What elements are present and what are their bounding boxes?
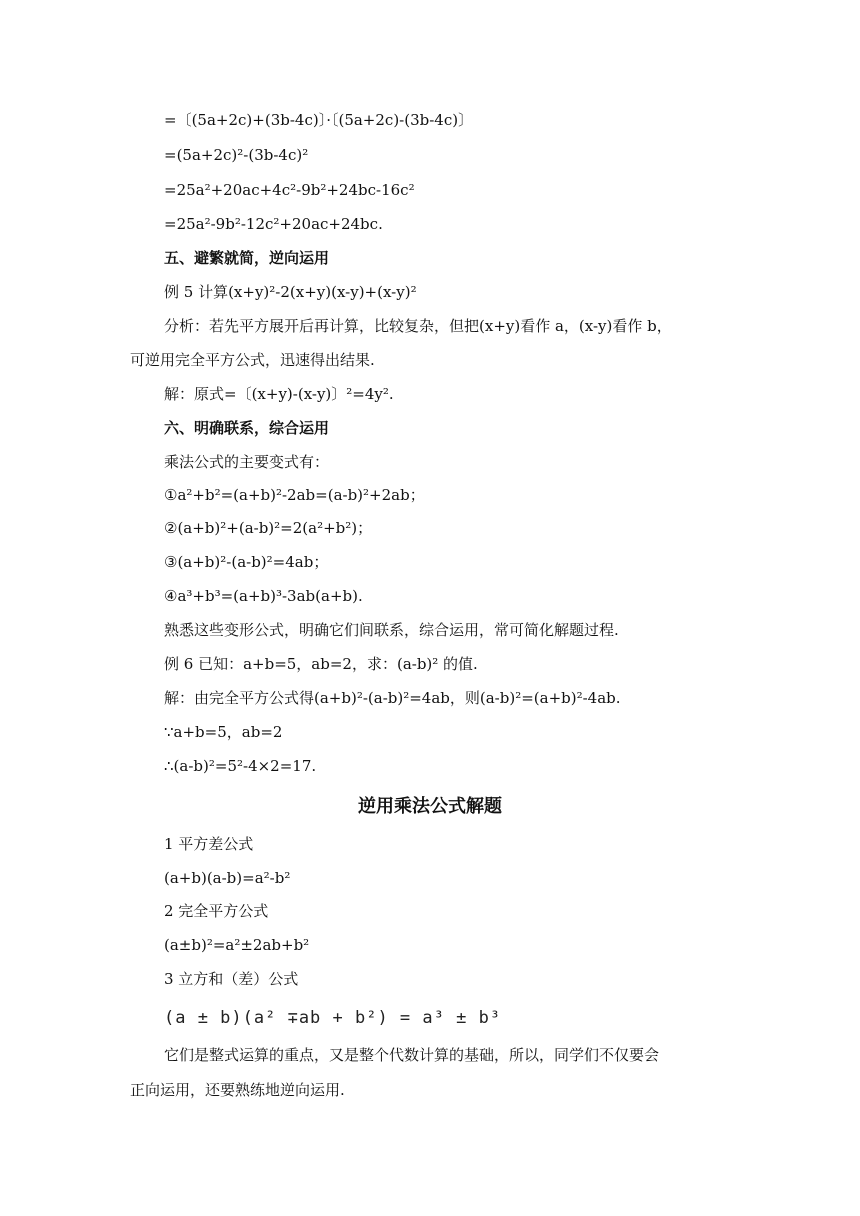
analysis-line: 分析：若先平方展开后再计算，比较复杂，但把(x+y)看作 a，(x-y)看作 b，: [164, 317, 672, 335]
solution-6: 解：由完全平方公式得(a+b)²-(a-b)²=4ab，则(a-b)²=(a+b)²-4ab.: [164, 689, 621, 707]
formula-4: ④a³+b³=(a+b)³-3ab(a+b).: [164, 587, 363, 605]
formula-3: ③(a+b)²-(a-b)²=4ab；: [164, 553, 329, 571]
section-heading-6: 六、明确联系，综合运用: [164, 419, 330, 437]
formula-2: ②(a+b)²+(a-b)²=2(a²+b²)；: [164, 519, 373, 537]
therefore-line: ∴(a-b)²=5²-4×2=17.: [164, 757, 317, 775]
paragraph-line: 正向运用，还要熟练地逆向运用.: [130, 1081, 345, 1099]
section-heading-5: 五、避繁就简，逆向运用: [164, 249, 330, 267]
equation-line: =25a²-9b²-12c²+20ac+24bc.: [164, 215, 383, 233]
formula-cube-sum-image: (a ± b)(a² ∓ab + b²) = a³ ± b³: [164, 1008, 502, 1028]
solution-5: 解：原式=〔(x+y)-(x-y)〕²=4y².: [164, 385, 394, 403]
example-5: 例 5 计算(x+y)²-2(x+y)(x-y)+(x-y)²: [164, 283, 417, 301]
subsection-2: 2 完全平方公式: [164, 902, 269, 920]
equation-line: =〔(5a+2c)+(3b-4c)〕·〔(5a+2c)-(3b-4c)〕: [164, 111, 474, 129]
intro-text: 乘法公式的主要变式有：: [164, 453, 330, 471]
formula-1: ①a²+b²=(a+b)²-2ab=(a-b)²+2ab；: [164, 486, 425, 504]
subsection-1: 1 平方差公式: [164, 835, 254, 853]
page-title: 逆用乘法公式解题: [358, 796, 502, 817]
example-6: 例 6 已知：a+b=5，ab=2，求：(a-b)² 的值.: [164, 655, 478, 673]
because-line: ∵a+b=5，ab=2: [164, 723, 283, 741]
paragraph-line: 它们是整式运算的重点，又是整个代数计算的基础，所以，同学们不仅要会: [164, 1046, 660, 1064]
equation-line: =25a²+20ac+4c²-9b²+24bc-16c²: [164, 181, 415, 199]
analysis-line: 可逆用完全平方公式，迅速得出结果.: [130, 351, 375, 369]
equation-line: =(5a+2c)²-(3b-4c)²: [164, 146, 309, 164]
formula-difference-of-squares: (a+b)(a-b)=a²-b²: [164, 869, 291, 887]
familiarize-text: 熟悉这些变形公式，明确它们间联系，综合运用，常可简化解题过程.: [164, 621, 619, 639]
subsection-3: 3 立方和（差）公式: [164, 970, 299, 988]
formula-perfect-square: (a±b)²=a²±2ab+b²: [164, 936, 310, 954]
